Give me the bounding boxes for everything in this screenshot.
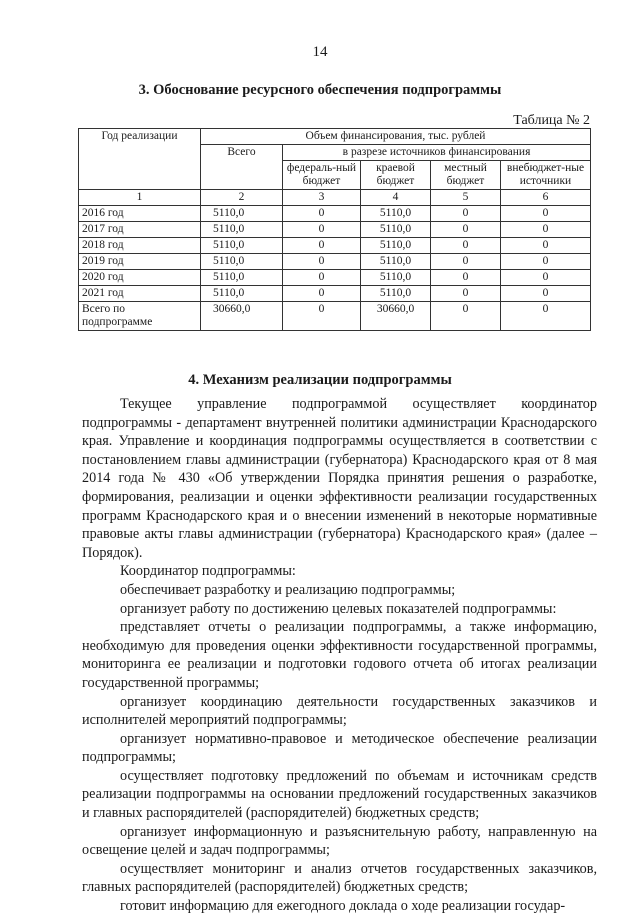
row-federal: 0 [283, 254, 361, 270]
row-year: 2020 год [79, 270, 201, 286]
row-extra: 0 [501, 222, 591, 238]
row-regional: 5110,0 [361, 222, 431, 238]
column-number: 5 [431, 190, 501, 206]
row-total: 5110,0 [201, 238, 283, 254]
column-number: 4 [361, 190, 431, 206]
header-sources: в разрезе источников финансирования [283, 145, 591, 161]
paragraph: готовит информацию для ежегодного доклада о ходе реализации государ- [120, 898, 566, 915]
row-local: 0 [431, 238, 501, 254]
paragraph: представляет отчеты о реализации подпрограммы, а также информацию, необходимую для проведения оценки эффективности государственной программы, мониторинга ее реализации и подготовки годового отчета об итогах реализации государственной программы; [82, 619, 597, 691]
row-local: 0 [431, 222, 501, 238]
row-regional: 5110,0 [361, 286, 431, 302]
row-extra: 0 [501, 302, 591, 331]
header-local: местный бюджет [431, 161, 501, 190]
row-local: 0 [431, 286, 501, 302]
header-extra: внебюджет-ные источники [501, 161, 591, 190]
paragraph: Координатор подпрограммы: [120, 563, 296, 580]
column-number: 3 [283, 190, 361, 206]
row-extra: 0 [501, 238, 591, 254]
page-number: 14 [312, 44, 328, 60]
row-regional: 5110,0 [361, 254, 431, 270]
table-row [79, 222, 591, 238]
header-regional: краевой бюджет [361, 161, 431, 190]
table-row [79, 286, 591, 302]
row-total: 30660,0 [201, 302, 283, 331]
row-year: Всего по подпрограмме [79, 302, 201, 331]
row-local: 0 [431, 206, 501, 222]
paragraph: осуществляет мониторинг и анализ отчетов государственных заказчиков, главных распорядителей (распорядителей) бюджетных средств; [82, 860, 597, 896]
paragraph: осуществляет подготовку предложений по объемам и источникам средств реализации подпрограммы на основании предложений государственных заказчиков и главных распорядителей (распорядителей) бюджетных средств; [82, 767, 597, 822]
table-row [79, 206, 591, 222]
column-number: 6 [501, 190, 591, 206]
row-regional: 5110,0 [361, 238, 431, 254]
column-number: 2 [201, 190, 283, 206]
header-total: Всего [201, 145, 283, 190]
paragraph: организует работу по достижению целевых показателей подпрограммы: [120, 600, 557, 617]
row-year: 2017 год [79, 222, 201, 238]
row-federal: 0 [283, 286, 361, 302]
row-federal: 0 [283, 238, 361, 254]
table-row [79, 238, 591, 254]
row-regional: 5110,0 [361, 206, 431, 222]
row-extra: 0 [501, 254, 591, 270]
row-local: 0 [431, 270, 501, 286]
row-local: 0 [431, 302, 501, 331]
row-total: 5110,0 [201, 254, 283, 270]
row-federal: 0 [283, 206, 361, 222]
row-extra: 0 [501, 206, 591, 222]
section-4-title: 4. Механизм реализации подпрограммы [188, 372, 452, 388]
row-year: 2021 год [79, 286, 201, 302]
row-local: 0 [431, 254, 501, 270]
table-row [79, 254, 591, 270]
row-federal: 0 [283, 222, 361, 238]
column-number: 1 [79, 190, 201, 206]
paragraph: организует нормативно-правовое и методическое обеспечение реализации подпрограммы; [82, 730, 597, 766]
row-year: 2018 год [79, 238, 201, 254]
row-total: 5110,0 [201, 222, 283, 238]
row-federal: 0 [283, 270, 361, 286]
table-caption: Таблица № 2 [513, 113, 590, 128]
header-federal: федераль-ный бюджет [283, 161, 361, 190]
row-regional: 30660,0 [361, 302, 431, 331]
table-row [79, 270, 591, 286]
header-year: Год реализации [79, 129, 201, 190]
table-row-total [79, 302, 591, 331]
row-total: 5110,0 [201, 270, 283, 286]
paragraph: Текущее управление подпрограммой осуществляет координатор подпрограммы - департамент внутренней политики администрации Краснодарского края. Управление и координация подпрограммы осуществляется в соответствии с постановлением главы администрации (губернатора) Краснодарского края от 8 мая 2014 года № 430 «Об утверждении Порядка принятия решения о разработке, формирования, реализации и оценки эффективности реализации государственных программ Краснодарского края и о внесении изменений в некоторые нормативные правовые акты главы администрации (губернатора) Краснодарского края» (далее – Порядок). [82, 396, 597, 561]
row-total: 5110,0 [201, 286, 283, 302]
paragraph: организует координацию деятельности государственных заказчиков и исполнителей мероприятий подпрограммы; [82, 693, 597, 729]
paragraph: обеспечивает разработку и реализацию подпрограммы; [120, 581, 456, 598]
row-total: 5110,0 [201, 206, 283, 222]
paragraph: организует информационную и разъяснительную работу, направленную на освещение целей и задач подпрограммы; [82, 823, 597, 859]
header-volume: Объем финансирования, тыс. рублей [201, 129, 591, 145]
financing-table [78, 128, 591, 331]
row-extra: 0 [501, 270, 591, 286]
body-text [82, 395, 597, 916]
row-federal: 0 [283, 302, 361, 331]
row-regional: 5110,0 [361, 270, 431, 286]
row-year: 2016 год [79, 206, 201, 222]
section-3-title: 3. Обоснование ресурсного обеспечения подпрограммы [138, 82, 502, 98]
row-year: 2019 год [79, 254, 201, 270]
row-extra: 0 [501, 286, 591, 302]
